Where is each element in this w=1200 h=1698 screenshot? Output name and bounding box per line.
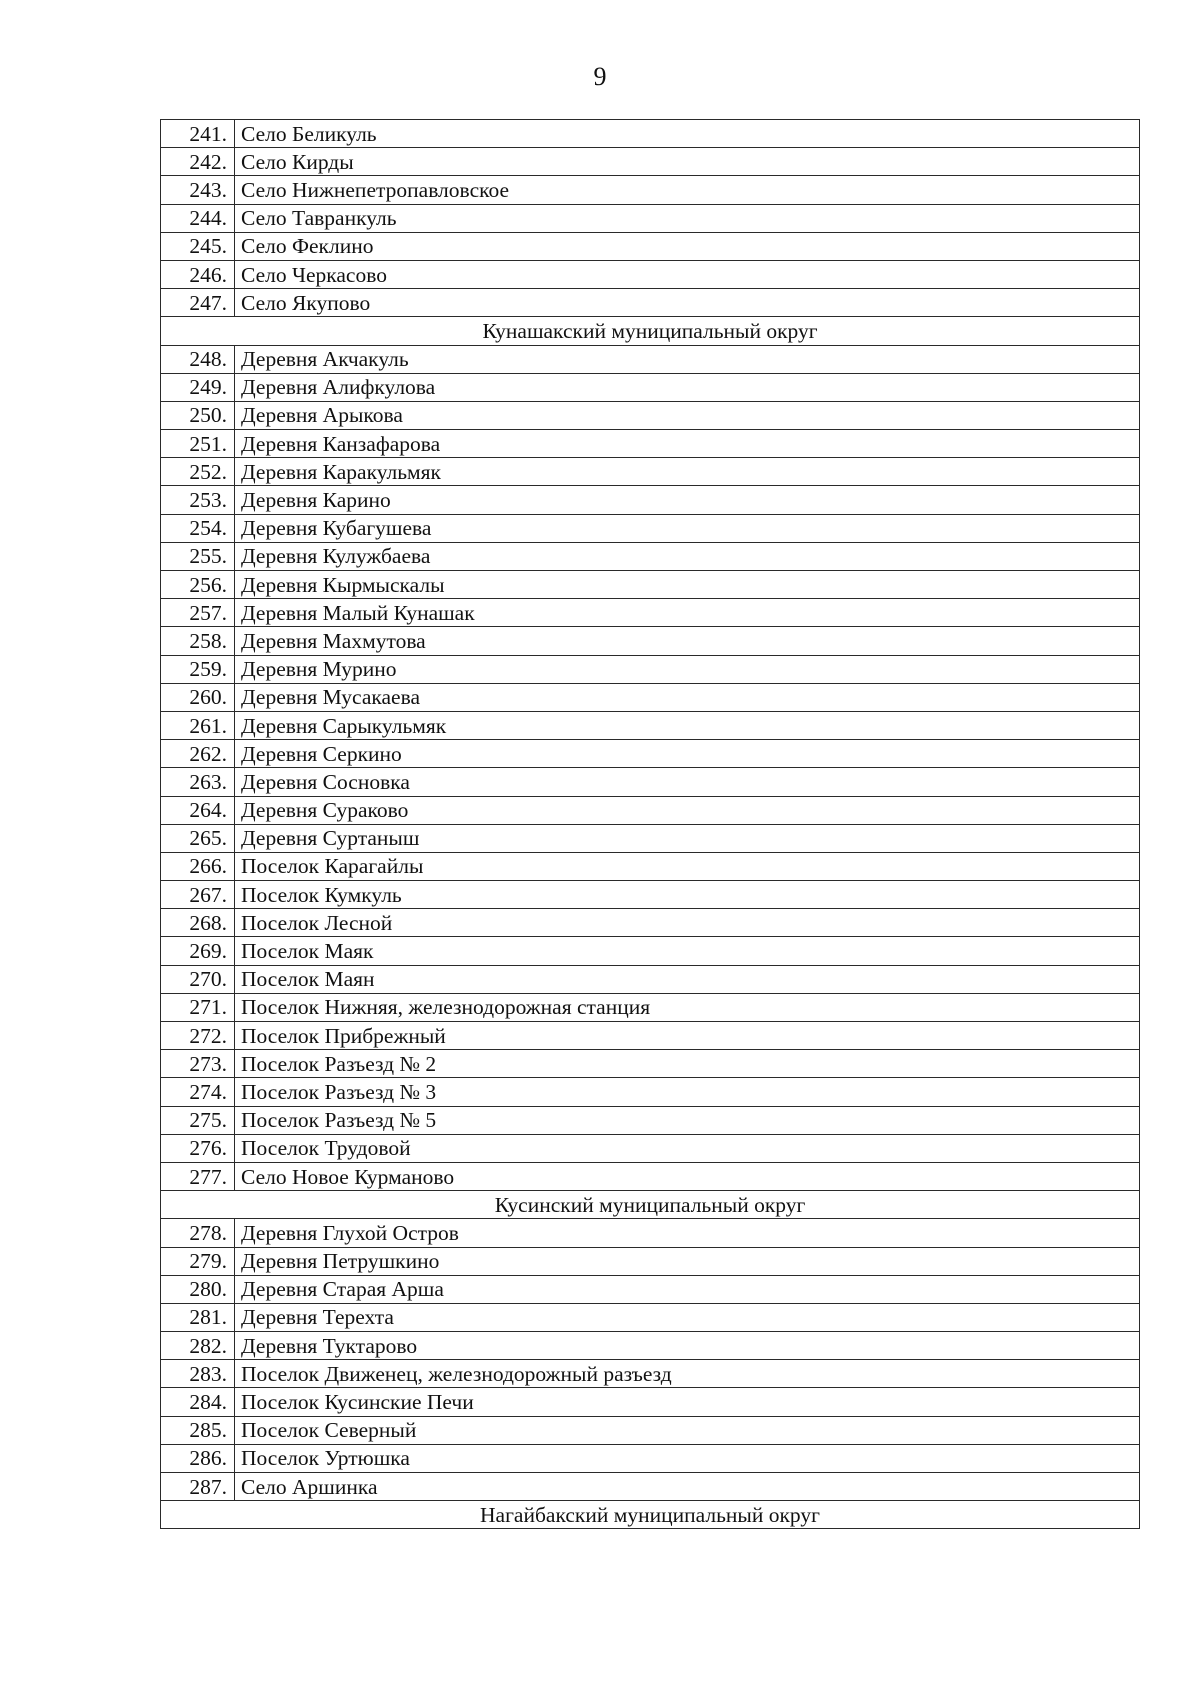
table-row: [161, 852, 1140, 880]
settlement-name: Поселок Северный: [235, 1416, 1140, 1444]
table-row: [161, 599, 1140, 627]
settlement-name: Деревня Алифкулова: [235, 373, 1140, 401]
table-row: [161, 627, 1140, 655]
row-number: 244.: [161, 204, 235, 232]
row-number: 255.: [161, 542, 235, 570]
row-number: 248.: [161, 345, 235, 373]
table-row: [161, 176, 1140, 204]
settlement-name: Село Черкасово: [235, 260, 1140, 288]
row-number: 262.: [161, 740, 235, 768]
table-row: [161, 1219, 1140, 1247]
settlement-name: Поселок Прибрежный: [235, 1022, 1140, 1050]
row-number: 249.: [161, 373, 235, 401]
settlement-name: Село Аршинка: [235, 1473, 1140, 1501]
table-row: [161, 1416, 1140, 1444]
row-number: 274.: [161, 1078, 235, 1106]
settlement-name: Деревня Акчакуль: [235, 345, 1140, 373]
table-row: [161, 1050, 1140, 1078]
row-number: 269.: [161, 937, 235, 965]
row-number: 241.: [161, 120, 235, 148]
settlement-name: Деревня Туктарово: [235, 1332, 1140, 1360]
table-row: [161, 909, 1140, 937]
table-row: [161, 289, 1140, 317]
table-row: [161, 1360, 1140, 1388]
settlements-table-body: [161, 120, 1140, 1529]
district-heading-row: [161, 317, 1140, 345]
row-number: 273.: [161, 1050, 235, 1078]
settlement-name: Село Новое Курманово: [235, 1162, 1140, 1190]
settlements-table: [160, 119, 1140, 1529]
settlement-name: Поселок Уртюшка: [235, 1444, 1140, 1472]
table-row: [161, 430, 1140, 458]
row-number: 270.: [161, 965, 235, 993]
row-number: 245.: [161, 232, 235, 260]
settlement-name: Село Кирды: [235, 148, 1140, 176]
row-number: 250.: [161, 401, 235, 429]
settlement-name: Поселок Разъезд № 3: [235, 1078, 1140, 1106]
table-row: [161, 1275, 1140, 1303]
row-number: 277.: [161, 1162, 235, 1190]
page-number: 9: [593, 62, 607, 91]
settlement-name: Поселок Лесной: [235, 909, 1140, 937]
settlement-name: Деревня Сураково: [235, 796, 1140, 824]
settlement-name: Поселок Маян: [235, 965, 1140, 993]
row-number: 283.: [161, 1360, 235, 1388]
row-number: 256.: [161, 571, 235, 599]
row-number: 280.: [161, 1275, 235, 1303]
row-number: 252.: [161, 458, 235, 486]
row-number: 254.: [161, 514, 235, 542]
settlement-name: Деревня Мусакаева: [235, 683, 1140, 711]
settlement-name: Поселок Трудовой: [235, 1134, 1140, 1162]
settlement-name: Деревня Кубагушева: [235, 514, 1140, 542]
row-number: 246.: [161, 260, 235, 288]
table-row: [161, 148, 1140, 176]
row-number: 265.: [161, 824, 235, 852]
table-row: [161, 1022, 1140, 1050]
table-row: [161, 740, 1140, 768]
row-number: 247.: [161, 289, 235, 317]
settlement-name: Село Якупово: [235, 289, 1140, 317]
row-number: 264.: [161, 796, 235, 824]
settlement-name: Деревня Канзафарова: [235, 430, 1140, 458]
table-row: [161, 1444, 1140, 1472]
row-number: 251.: [161, 430, 235, 458]
district-heading: Кусинский муниципальный округ: [161, 1191, 1140, 1219]
row-number: 286.: [161, 1444, 235, 1472]
row-number: 275.: [161, 1106, 235, 1134]
settlement-name: Село Тавранкуль: [235, 204, 1140, 232]
row-number: 259.: [161, 655, 235, 683]
table-row: [161, 796, 1140, 824]
settlement-name: Деревня Махмутова: [235, 627, 1140, 655]
table-row: [161, 993, 1140, 1021]
table-row: [161, 1078, 1140, 1106]
settlement-name: Деревня Суртаныш: [235, 824, 1140, 852]
table-row: [161, 514, 1140, 542]
table-row: [161, 232, 1140, 260]
table-row: [161, 486, 1140, 514]
settlement-name: Деревня Терехта: [235, 1303, 1140, 1331]
row-number: 261.: [161, 711, 235, 739]
row-number: 271.: [161, 993, 235, 1021]
settlement-name: Деревня Малый Кунашак: [235, 599, 1140, 627]
district-heading: Нагайбакский муниципальный округ: [161, 1501, 1140, 1529]
table-row: [161, 1388, 1140, 1416]
settlement-name: Поселок Маяк: [235, 937, 1140, 965]
table-row: [161, 683, 1140, 711]
row-number: 285.: [161, 1416, 235, 1444]
settlement-name: Село Нижнепетропавловское: [235, 176, 1140, 204]
settlement-name: Деревня Серкино: [235, 740, 1140, 768]
table-row: [161, 204, 1140, 232]
row-number: 268.: [161, 909, 235, 937]
row-number: 282.: [161, 1332, 235, 1360]
table-row: [161, 1162, 1140, 1190]
table-row: [161, 711, 1140, 739]
table-row: [161, 881, 1140, 909]
row-number: 253.: [161, 486, 235, 514]
settlement-name: Деревня Кулужбаева: [235, 542, 1140, 570]
table-row: [161, 260, 1140, 288]
row-number: 257.: [161, 599, 235, 627]
table-row: [161, 1473, 1140, 1501]
settlement-name: Поселок Кумкуль: [235, 881, 1140, 909]
settlement-name: Село Беликуль: [235, 120, 1140, 148]
settlement-name: Деревня Сарыкульмяк: [235, 711, 1140, 739]
settlement-name: Деревня Петрушкино: [235, 1247, 1140, 1275]
row-number: 258.: [161, 627, 235, 655]
settlement-name: Деревня Карино: [235, 486, 1140, 514]
table-row: [161, 345, 1140, 373]
table-row: [161, 1303, 1140, 1331]
row-number: 284.: [161, 1388, 235, 1416]
row-number: 281.: [161, 1303, 235, 1331]
district-heading: Кунашакский муниципальный округ: [161, 317, 1140, 345]
settlement-name: Поселок Движенец, железнодорожный разъезд: [235, 1360, 1140, 1388]
settlement-name: Деревня Арыкова: [235, 401, 1140, 429]
row-number: 279.: [161, 1247, 235, 1275]
settlement-name: Село Феклино: [235, 232, 1140, 260]
table-row: [161, 401, 1140, 429]
settlement-name: Деревня Старая Арша: [235, 1275, 1140, 1303]
row-number: 272.: [161, 1022, 235, 1050]
table-row: [161, 1106, 1140, 1134]
table-row: [161, 655, 1140, 683]
row-number: 267.: [161, 881, 235, 909]
settlement-name: Поселок Разъезд № 2: [235, 1050, 1140, 1078]
row-number: 276.: [161, 1134, 235, 1162]
row-number: 263.: [161, 768, 235, 796]
district-heading-row: [161, 1191, 1140, 1219]
table-row: [161, 937, 1140, 965]
table-row: [161, 458, 1140, 486]
settlement-name: Деревня Каракульмяк: [235, 458, 1140, 486]
table-row: [161, 542, 1140, 570]
table-row: [161, 824, 1140, 852]
table-row: [161, 1134, 1140, 1162]
settlement-name: Поселок Разъезд № 5: [235, 1106, 1140, 1134]
row-number: 287.: [161, 1473, 235, 1501]
row-number: 243.: [161, 176, 235, 204]
row-number: 242.: [161, 148, 235, 176]
settlement-name: Поселок Кусинские Печи: [235, 1388, 1140, 1416]
settlement-name: Деревня Кырмыскалы: [235, 571, 1140, 599]
table-row: [161, 571, 1140, 599]
settlement-name: Поселок Карагайлы: [235, 852, 1140, 880]
table-row: [161, 965, 1140, 993]
table-row: [161, 373, 1140, 401]
table-row: [161, 1247, 1140, 1275]
row-number: 266.: [161, 852, 235, 880]
table-row: [161, 1332, 1140, 1360]
row-number: 278.: [161, 1219, 235, 1247]
table-row: [161, 768, 1140, 796]
row-number: 260.: [161, 683, 235, 711]
district-heading-row: [161, 1501, 1140, 1529]
settlement-name: Деревня Сосновка: [235, 768, 1140, 796]
table-row: [161, 120, 1140, 148]
settlement-name: Деревня Глухой Остров: [235, 1219, 1140, 1247]
settlement-name: Деревня Мурино: [235, 655, 1140, 683]
settlement-name: Поселок Нижняя, железнодорожная станция: [235, 993, 1140, 1021]
